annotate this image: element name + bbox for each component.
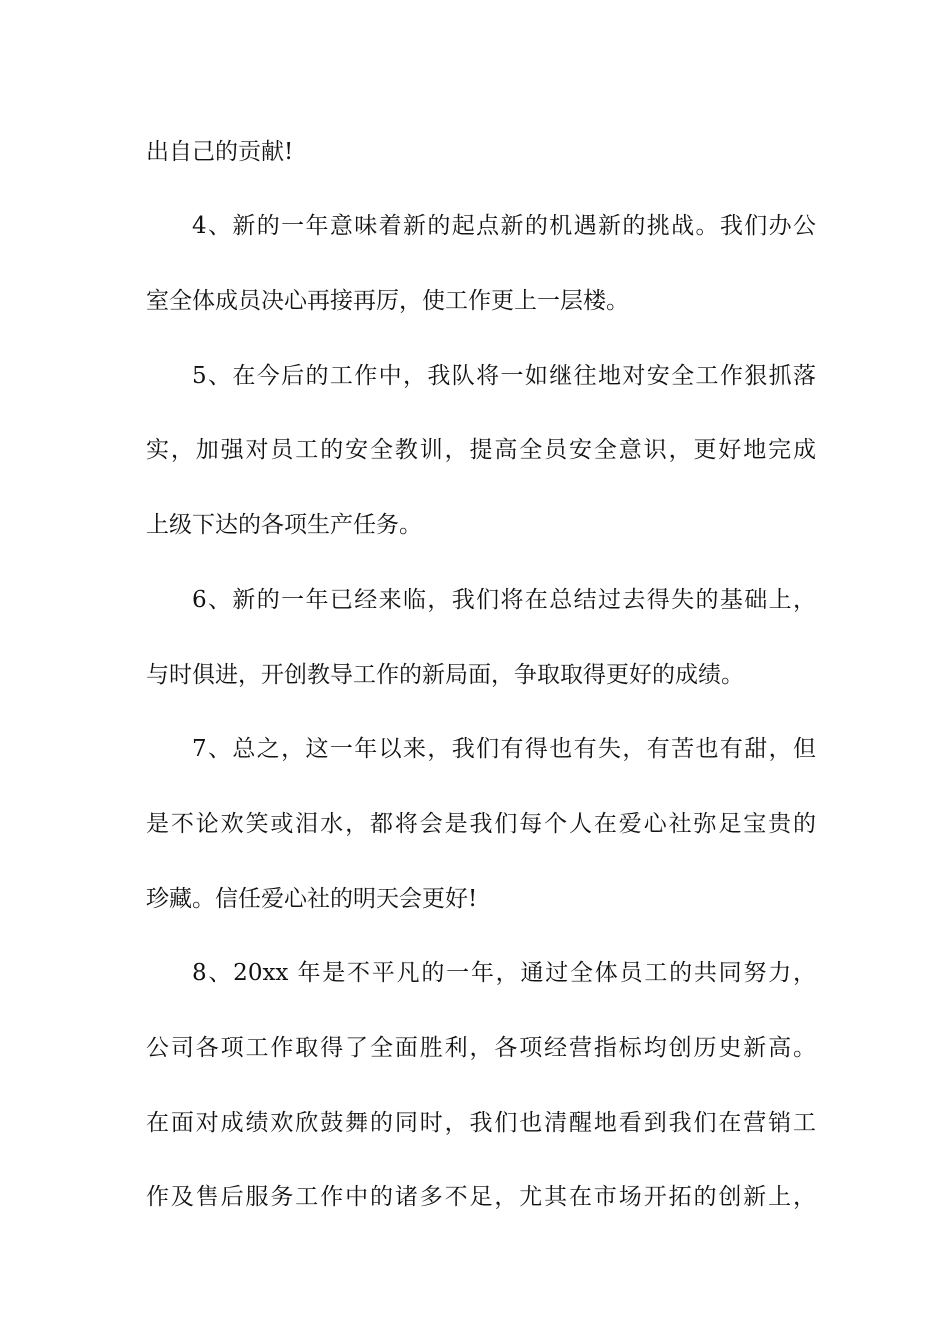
text-line: 珍藏。信任爱心社的明天会更好!: [146, 886, 478, 912]
text-line: 8、20xx 年是不平凡的一年，通过全体员工的共同努力，: [192, 960, 816, 986]
text-line: 7、总之，这一年以来，我们有得也有失，有苦也有甜，但: [192, 736, 816, 762]
text-line: 5、在今后的工作中，我队将一如继往地对安全工作狠抓落: [192, 363, 816, 389]
text-line: 作及售后服务工作中的诸多不足，尤其在市场开拓的创新上，: [146, 1184, 816, 1210]
text-line: 室全体成员决心再接再厉，使工作更上一层楼。: [146, 288, 629, 314]
text-line: 4、新的一年意味着新的起点新的机遇新的挑战。我们办公: [192, 213, 816, 239]
text-line: 出自己的贡献!: [146, 139, 294, 165]
text-line: 在面对成绩欢欣鼓舞的同时，我们也清醒地看到我们在营销工: [146, 1110, 816, 1136]
text-line: 与时俱进，开创教导工作的新局面，争取取得更好的成绩。: [146, 662, 744, 688]
text-line: 是不论欢笑或泪水，都将会是我们每个人在爱心社弥足宝贵的: [146, 811, 816, 837]
text-line: 6、新的一年已经来临，我们将在总结过去得失的基础上，: [192, 587, 816, 613]
text-line: 实，加强对员工的安全教训，提高全员安全意识，更好地完成: [146, 437, 816, 463]
text-line: 公司各项工作取得了全面胜利，各项经营指标均创历史新高。: [146, 1035, 816, 1061]
text-line: 上级下达的各项生产任务。: [146, 512, 422, 538]
